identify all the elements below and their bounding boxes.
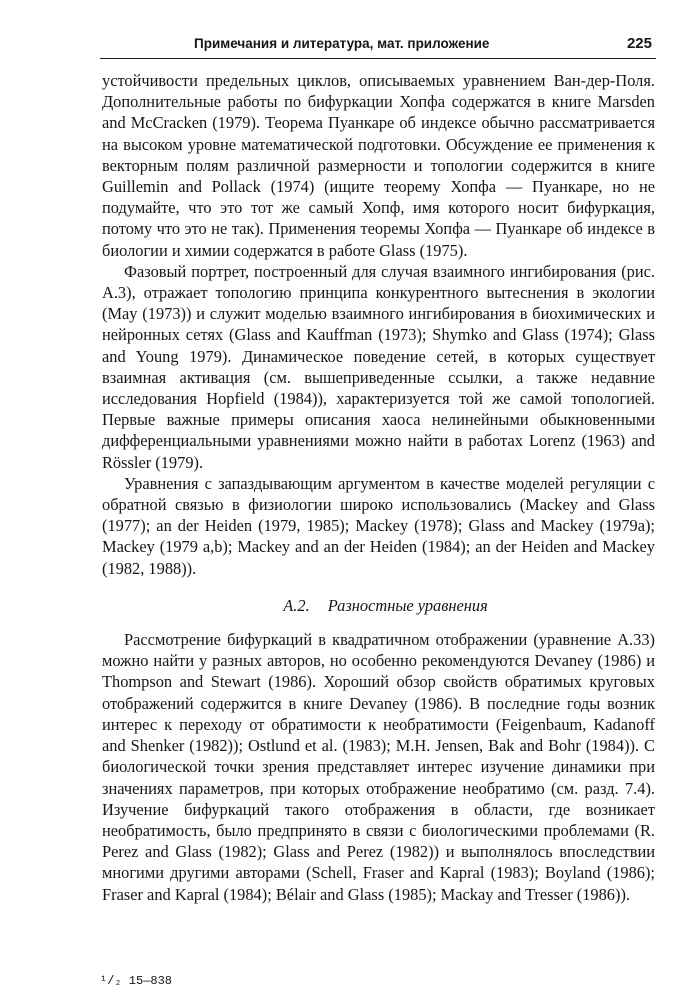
body-text [102, 70, 655, 905]
section-number: А.2. [283, 595, 310, 615]
paragraph-continued: устойчивости предельных циклов, описываемых уравнением Ван-дер-Поля. Дополнительные работы по бифуркации Хопфа содержатся в книге Marsden and McCracken (1979). Теорема Пуанкаре об индексе обычно рассматривается на высоком уровне математической подготовки. Обсуждение ее применения к векторным полям различной размерности и топологии содержится в книге Guillemin and Pollack (1974) (ищите теорему Хопфа — Пуанкаре, но не подумайте, что это тот же самый Хопф, имя которого носит бифуркация, потому что это не так). Применения теоремы Хопфа — Пуанкаре об индексе в биологии и химии содержатся в работе Glass (1975). [102, 71, 655, 260]
running-header [100, 34, 656, 59]
running-title: Примечания и литература, мат. приложение [194, 36, 490, 51]
paragraph-phase-portrait: Фазовый портрет, построенный для случая взаимного ингибирования (рис. А.3), отражает топологию принципа конкурентного вытеснения в экологии (May (1973)) и служит моделью взаимного ингибирования в биохимических и нейронных сетях (Glass and Kauffman (1973); Shymko and Glass (1974); Glass and Young 1979). Динамическое поведение сетей, в которых существует взаимная активация (см. вышеприведенные ссылки, а также недавние исследования Hopfield (1984)), характеризуется той же самой топологией. Первые важные примеры описания хаоса нелинейными обыкновенными дифференциальными уравнениями можно найти в работах Lorenz (1963) and Rössler (1979). [102, 261, 655, 472]
paragraph-delay-equations: Уравнения с запаздывающим аргументом в качестве моделей регуляции с обратной связью в физиологии широко использовались (Mackey and Glass (1977); an der Heiden (1979, 1985); Mackey (1978); Glass and Mackey (1979a); Mackey (1979 a,b); Mackey and an der Heiden (1984); an der Heiden and Mackey (1982, 1988)). [102, 473, 655, 578]
page-number: 225 [626, 35, 652, 52]
printer-signature: ¹/₂ 15—838 [100, 974, 173, 988]
paragraph-difference-equations: Рассмотрение бифуркаций в квадратичном отображении (уравнение А.33) можно найти у разных авторов, но особенно рекомендуются Devaney (1986) и Thompson and Stewart (1986). Хороший обзор свойств обратимых круговых отображений содержится в книге Devaney (1986). В последние годы возник интерес к переходу от обратимости к необратимости (Feigenbaum, Kadanoff and Shenker (1982)); Ostlund et al. (1983); M.H. Jensen, Bak and Bohr (1984)). С биологической точки зрения представляет интерес изучение динамики при значениях параметров, при которых отображение необратимо (см. разд. 7.4). Изучение бифуркаций такого отображения в области, где возникает необратимость, было предпринято в связи с биологическими проблемами (R. Perez and Glass (1982); Glass and Perez (1982)) и выполнялось впоследствии многими другими авторами (Schell, Fraser and Kapral (1983); Boyland (1986); Fraser and Kapral (1984); Bélair and Glass (1985); Mackay and Tresser (1986)). [102, 630, 655, 904]
section-title: Разностные уравнения [327, 595, 488, 615]
section-heading [102, 595, 655, 616]
